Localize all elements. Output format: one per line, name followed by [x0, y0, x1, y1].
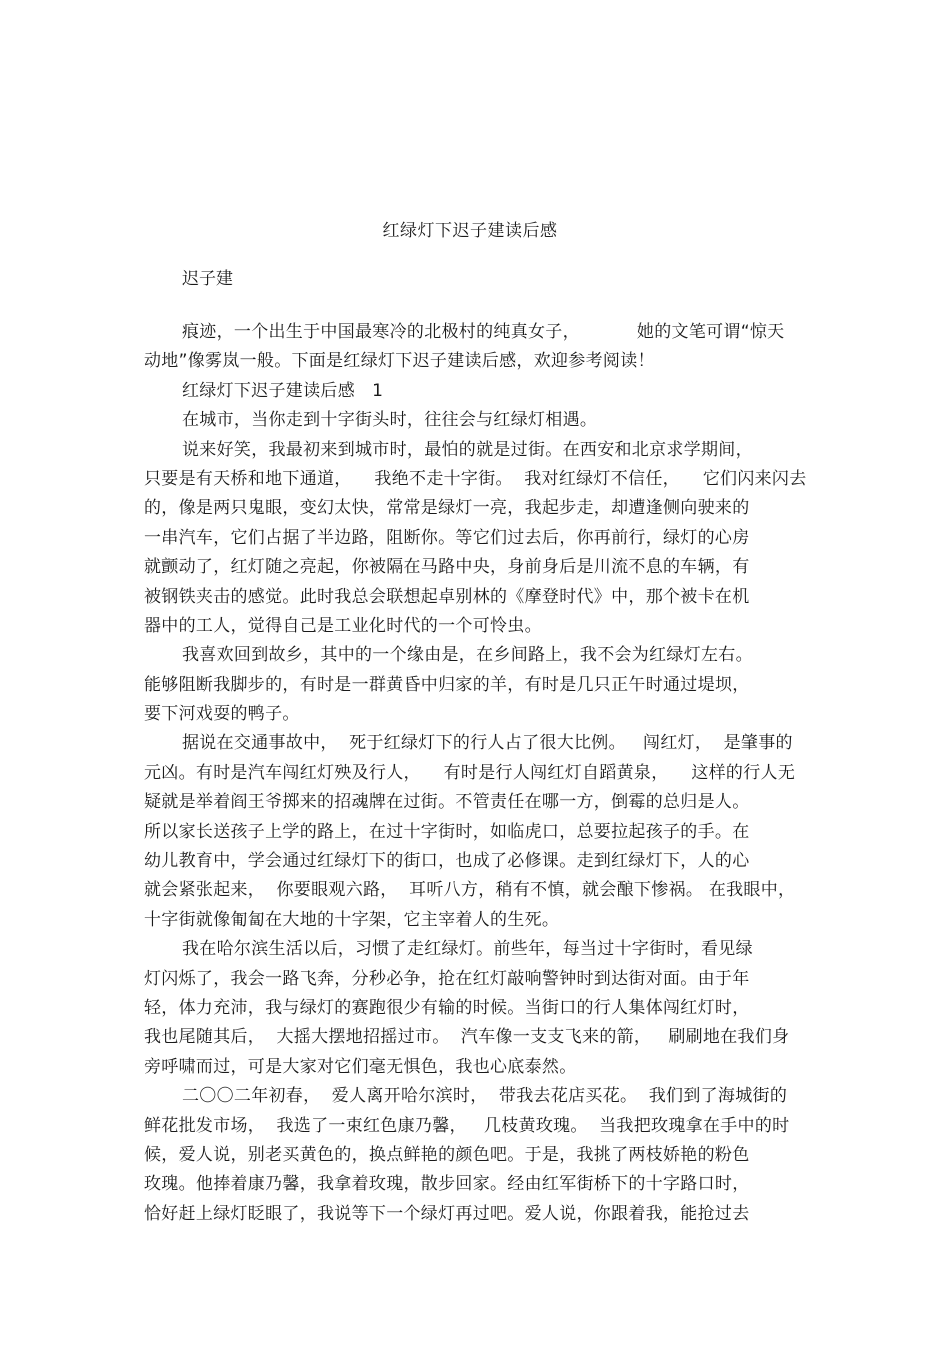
text-line: 能够阻断我脚步的，有时是一群黄昏中归家的羊，有时是几只正午时通过堤坝， [144, 674, 750, 695]
text-line: 候，爱人说，别老买黄色的，换点鲜艳的颜色吧。于是，我挑了两枝娇艳的粉色 [144, 1144, 750, 1165]
text-line: 所以家长送孩子上学的路上，在过十字街时，如临虎口，总要拉起孩子的手。在 [144, 821, 750, 842]
document-title: 红绿灯下迟子建读后感 [382, 221, 558, 241]
text-line: 红绿灯下迟子建读后感 1 [182, 380, 384, 401]
text-line: 一串汽车，它们占据了半边路，阻断你。等它们过去后，你再前行，绿灯的心房 [144, 527, 750, 548]
document-body [144, 318, 824, 1229]
text-line: 玫瑰。他捧着康乃馨，我拿着玫瑰，散步回家。经由红军街桥下的十字路口时， [144, 1174, 750, 1195]
text-line: 元凶。有时是汽车闯红灯殃及行人， 有时是行人闯红灯自蹈黄泉， 这样的行人无 [144, 762, 796, 783]
text-line: 器中的工人，觉得自己是工业化时代的一个可怜虫。 [144, 615, 542, 636]
text-line: 二〇〇二年初春， 爱人离开哈尔滨时， 带我去花店买花。 我们到了海城街的 [182, 1086, 788, 1107]
text-line: 据说在交通事故中， 死于红绿灯下的行人占了很大比例。 闯红灯， 是肇事的 [182, 733, 793, 754]
text-line: 疑就是举着阎王爷掷来的招魂牌在过街。不管责任在哪一方，倒霉的总归是人。 [144, 792, 750, 813]
text-line: 幼儿教育中，学会通过红绿灯下的街口，也成了必修课。走到红绿灯下，人的心 [144, 851, 750, 872]
text-line: 动地”像雾岚一般。下面是红绿灯下迟子建读后感，欢迎参考阅读！ [144, 351, 655, 372]
text-line: 就颤动了，红灯随之亮起，你被隔在马路中央，身前身后是川流不息的车辆，有 [144, 557, 750, 578]
text-line: 我在哈尔滨生活以后，习惯了走红绿灯。前些年，每当过十字街时，看见绿 [182, 939, 753, 960]
text-line: 旁呼啸而过，可是大家对它们毫无惧色，我也心底泰然。 [144, 1056, 577, 1077]
text-line: 灯闪烁了，我会一路飞奔，分秒必争，抢在红灯敲响警钟时到达街对面。由于年 [144, 968, 750, 989]
text-line: 在城市，当你走到十字街头时，往往会与红绿灯相遇。 [182, 410, 598, 431]
text-line: 痕迹，一个出生于中国最寒冷的北极村的纯真女子， 她的文笔可谓“惊天 [182, 322, 785, 342]
text-line: 恰好赶上绿灯眨眼了，我说等下一个绿灯再过吧。爱人说，你跟着我，能抢过去 [144, 1203, 750, 1224]
text-line: 我喜欢回到故乡，其中的一个缘由是，在乡间路上，我不会为红绿灯左右。 [182, 645, 753, 666]
text-line: 要下河戏耍的鸭子。 [144, 704, 300, 725]
text-line: 说来好笑，我最初来到城市时，最怕的就是过街。在西安和北京求学期间， [182, 439, 753, 460]
text-line: 十字街就像匍匐在大地的十字架，它主宰着人的生死。 [144, 909, 560, 930]
text-line: 被钢铁夹击的感觉。此时我总会联想起卓别林的《摩登时代》中，那个被卡在机 [144, 586, 750, 607]
text-line: 的，像是两只鬼眼，变幻太快，常常是绿灯一亮，我起步走，却遭逢侧向驶来的 [144, 498, 750, 519]
text-line: 鲜花批发市场， 我选了一束红色康乃馨， 几枝黄玫瑰。 当我把玫瑰拿在手中的时 [144, 1115, 790, 1136]
text-line: 只要是有天桥和地下通道， 我绝不走十字街。 我对红绿灯不信任， 它们闪来闪去 [144, 468, 807, 489]
text-line: 就会紧张起来， 你要眼观六路， 耳听八方，稍有不慎，就会酿下惨祸。 在我眼中， [144, 880, 796, 901]
document-author: 迟子建 [182, 269, 233, 289]
text-line: 轻，体力充沛，我与绿灯的赛跑很少有输的时候。当街口的行人集体闯红灯时， [144, 997, 750, 1018]
text-line: 我也尾随其后， 大摇大摆地招摇过市。 汽车像一支支飞来的箭， 刷刷地在我们身 [144, 1027, 790, 1048]
